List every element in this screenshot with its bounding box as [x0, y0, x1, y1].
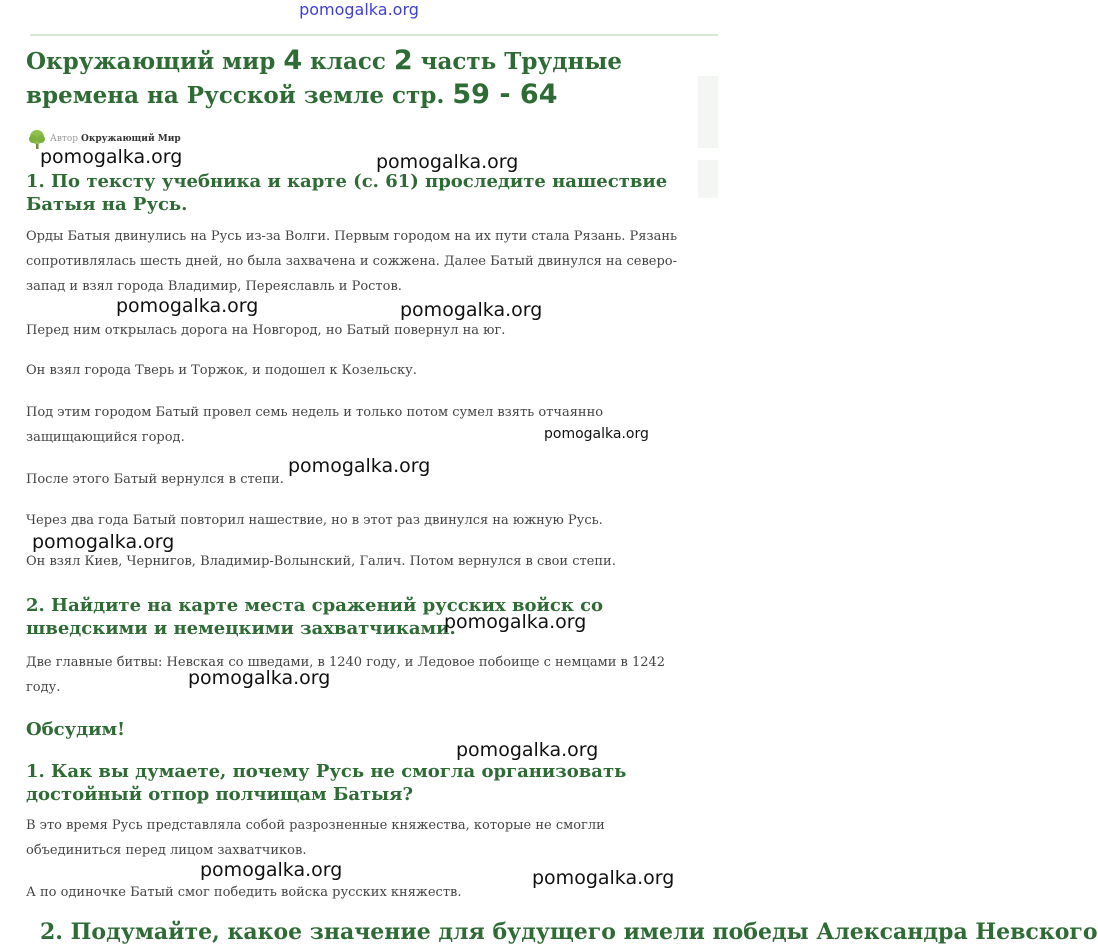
question-heading: 2. Найдите на карте места сражений русских войск со шведскими и немецкими захватчиками.: [26, 595, 604, 639]
watermark: pomogalka.org: [456, 739, 599, 761]
watermark: pomogalka.org: [532, 867, 675, 889]
answer-paragraph: Орды Батыя двинулись на Русь из-за Волги. Первым городом на их пути стала Рязань. Рязань сопротивлялась шесть дней, но была захвачена и сожжена. Далее Батый двинулся на северо-запад и взял города Владимир, Переяславль и Ростов.: [26, 229, 678, 294]
sidebar-edge-block: [698, 76, 718, 148]
answer-paragraph: Под этим городом Батый провел семь недель и только потом сумел взять отчаянно защищающийся город.: [26, 405, 604, 445]
next-question-heading: [40, 918, 1098, 945]
answer-paragraph: Две главные битвы: Невская со шведами, в 1240 году, и Ледовое побоище с немцами в 1242 году.: [26, 655, 666, 695]
answer-paragraph: А по одиночке Батый смог победить войска русских княжеств.: [26, 885, 462, 900]
answer-paragraph: Он взял Киев, Чернигов, Владимир-Волынский, Галич. Потом вернулся в свои степи.: [26, 554, 616, 569]
watermark: pomogalka.org: [288, 455, 431, 477]
watermark: pomogalka.org: [40, 146, 183, 168]
watermark: pomogalka.org: [544, 426, 649, 442]
answer-paragraph: Перед ним открылась дорога на Новгород, но Батый повернул на юг.: [26, 323, 506, 338]
watermark: pomogalka.org: [444, 611, 587, 633]
watermark: pomogalka.org: [400, 299, 543, 321]
sidebar-edge-block: [698, 160, 718, 198]
answer-paragraph: В это время Русь представляла собой разрозненные княжества, которые не смогли объединиться перед лицом захватчиков.: [26, 818, 605, 858]
author-label: Автор: [50, 134, 79, 144]
answer-paragraph: После этого Батый вернулся в степи.: [26, 472, 284, 487]
title-text: класс: [302, 48, 394, 75]
title-part: 2: [393, 45, 413, 76]
watermark: pomogalka.org: [32, 531, 175, 553]
answer-paragraph: Через два года Батый повторил нашествие, но в этот раз двинулся на южную Русь.: [26, 513, 603, 528]
title-text: часть Трудные времена на Русской земле стр.: [26, 48, 623, 109]
title-text: Окружающий мир: [26, 48, 284, 75]
watermark: pomogalka.org: [200, 859, 343, 881]
author-name[interactable]: Окружающий Мир: [81, 134, 181, 144]
site-watermark-top: pomogalka.org: [299, 0, 419, 19]
answer-paragraph: Он взял города Тверь и Торжок, и подошел к Козельску.: [26, 363, 417, 378]
watermark: pomogalka.org: [188, 667, 331, 689]
watermark: pomogalka.org: [376, 151, 519, 173]
question-heading: 1. Как вы думаете, почему Русь не смогла организовать достойный отпор полчищам Батыя?: [26, 761, 627, 805]
page-title: [26, 44, 686, 112]
discuss-heading: Обсудим!: [26, 719, 126, 740]
header-divider: [30, 34, 718, 36]
next-question-text: 2. Подумайте, какое значение для будущего имели победы Александра Невского: [40, 919, 1098, 945]
title-grade: 4: [283, 45, 303, 76]
watermark: pomogalka.org: [116, 295, 259, 317]
title-pages: 59 - 64: [452, 79, 558, 110]
question-heading: 1. По тексту учебника и карте (с. 61) проследите нашествие Батыя на Русь.: [26, 171, 668, 215]
